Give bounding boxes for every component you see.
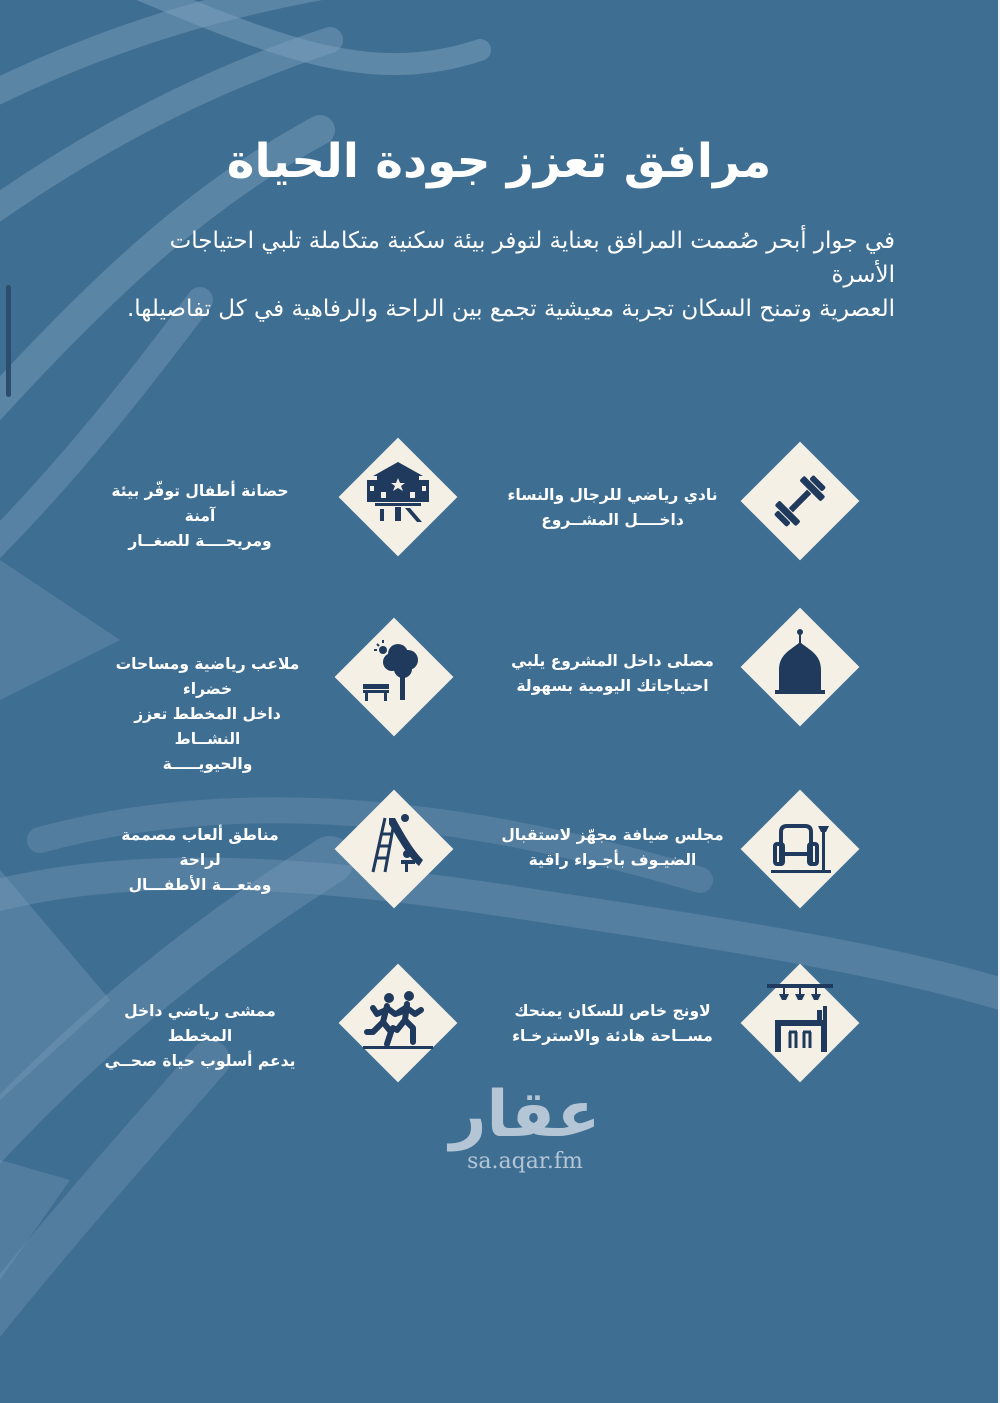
amenity-nursery — [100, 436, 470, 566]
watermark-brand: عقار — [449, 1078, 601, 1152]
amenity-sports-fields — [100, 616, 470, 773]
amenity-description: ملاعب رياضية ومساحات خضراء داخل المخطط تعزز النشــاط والحيويـــــة — [115, 655, 300, 773]
amenity-walkway — [100, 962, 470, 1092]
amenity-description: مجلس ضيافة مجهّز لاستقبال الضيـوف بأجـواء راقية — [501, 826, 724, 869]
armchair-icon — [739, 788, 861, 910]
park-icon — [333, 616, 455, 738]
amenity-description: لاونج خاص للسكان يمنحك مســاحة هادئة والاسترخـاء — [512, 1002, 713, 1045]
page-title: مرافق تعزز جودة الحياة — [226, 134, 772, 189]
runners-icon — [337, 962, 459, 1084]
amenity-description: نادي رياضي للرجال والنساء داخــــل المشــروع — [507, 486, 718, 529]
intro-paragraph — [110, 224, 895, 326]
nursery-icon — [337, 436, 459, 558]
watermark-url: sa.aqar.fm — [467, 1149, 583, 1174]
amenity-gym — [500, 440, 870, 570]
slide-icon — [333, 788, 455, 910]
intro-line-1: في جوار أبحر صُممت المرافق بعناية لتوفر بيئة سكنية متكاملة تلبي احتياجات الأسرة — [169, 228, 895, 288]
scroll-indicator[interactable] — [6, 285, 11, 397]
amenity-guest-majlis — [500, 788, 870, 918]
amenity-description: حضانة أطفال توفّر بيئة آمنة ومريحــــة للصغــار — [111, 482, 289, 550]
amenity-residents-lounge — [500, 962, 870, 1092]
amenity-description: مصلى داخل المشروع يلبي احتياجاتك اليومية بسهولة — [511, 652, 714, 695]
intro-line-2: العصرية وتمنح السكان تجربة معيشية تجمع بين الراحة والرفاهية في كل تفاصيلها. — [126, 296, 895, 322]
amenity-description: مناطق ألعاب مصممة لراحة ومتعـــة الأطفـــال — [121, 826, 279, 894]
amenity-description: ممشى رياضي داخل المخطط يدعم أسلوب حياة صحــي — [104, 1002, 296, 1070]
amenity-play-areas — [100, 788, 470, 918]
amenity-prayer-room — [500, 606, 870, 736]
aqar-watermark — [440, 1080, 610, 1174]
mosque-icon — [739, 606, 861, 728]
dumbbell-icon — [739, 440, 861, 562]
lounge-bar-icon — [739, 962, 861, 1084]
